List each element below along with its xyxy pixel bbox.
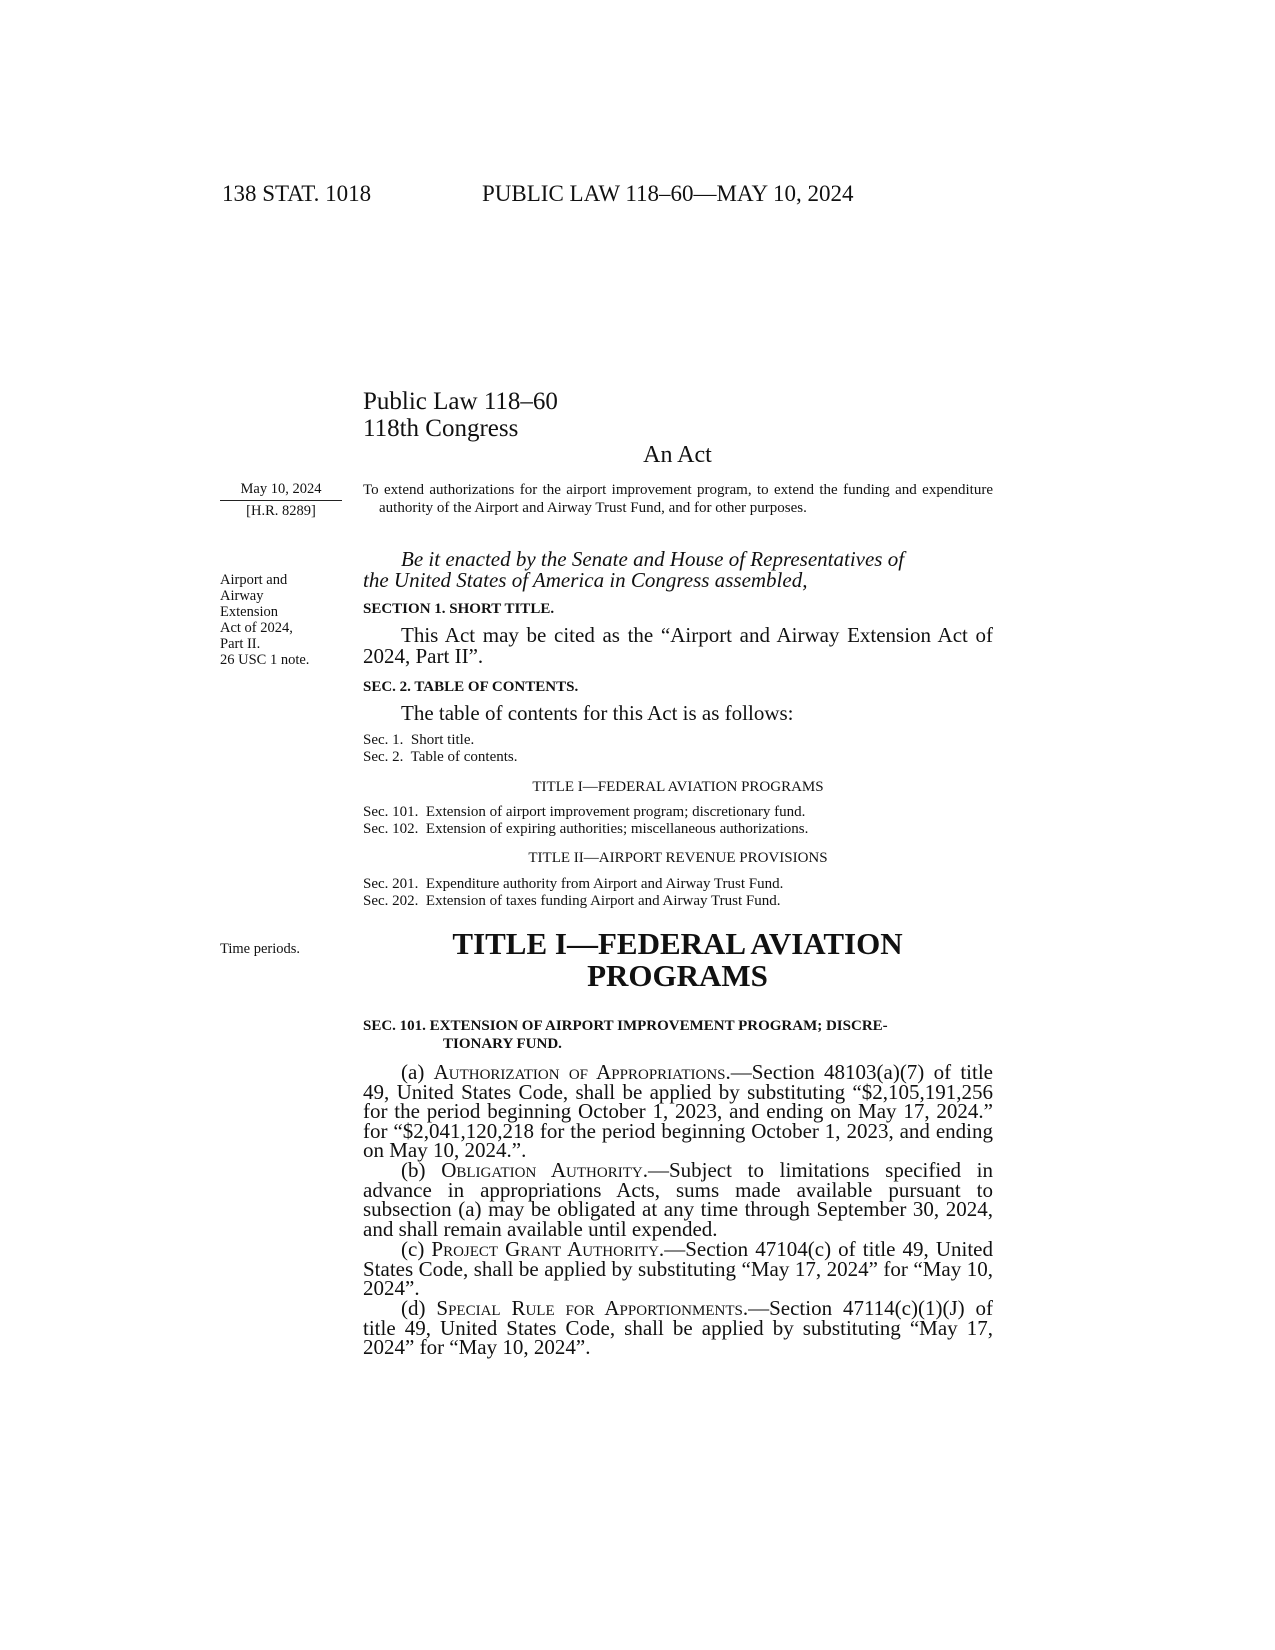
toc-entry: Sec. 201. Expenditure authority from Airport and Airway Trust Fund. (363, 876, 784, 892)
toc-entry: Sec. 202. Extension of taxes funding Airport and Airway Trust Fund. (363, 893, 781, 909)
stat-page-number: 138 STAT. 1018 (222, 181, 372, 206)
toc-general (363, 732, 993, 766)
margin-date: May 10, 2024 (240, 481, 322, 497)
margin-divider (220, 500, 342, 501)
subsection-caption: Authorization of Appropriations. (433, 1060, 731, 1084)
margin-bill-number: [H.R. 8289] (246, 503, 316, 519)
act-title: An Act (643, 442, 712, 468)
subsection-caption: Obligation Authority. (441, 1158, 648, 1182)
running-head: PUBLIC LAW 118–60—MAY 10, 2024 (482, 181, 854, 206)
subsection-d: (d) Special Rule for Apportionments.—Section 47114(c)(1)(J) of title 49, United States Code, shall be applied by substituting “May 17, 2024” for “May 10, 2024”. (363, 1296, 994, 1359)
enacting-clause: Be it enacted by the Senate and House of Representatives of the United States of America in Congress assembled, (363, 547, 905, 592)
section-2-text: The table of contents for this Act is as follows: (401, 701, 794, 725)
toc-title-1-entries (363, 804, 993, 838)
congress-number: 118th Congress (363, 415, 519, 442)
section-1-heading: SECTION 1. SHORT TITLE. (363, 601, 555, 617)
long-title: To extend authorizations for the airport improvement program, to extend the funding and expenditure authority of the Airport and Airway Trust Fund, and for other purposes. (363, 482, 993, 516)
toc-entry: Sec. 101. Extension of airport improvement program; discretionary fund. (363, 804, 806, 820)
toc-title-2-entries (363, 876, 993, 910)
title-1-heading: TITLE I—FEDERAL AVIATION PROGRAMS (452, 926, 903, 993)
toc-entry: Sec. 2. Table of contents. (363, 749, 518, 765)
subsection-caption: Project Grant Authority. (431, 1237, 665, 1261)
margin-time-periods-note: Time periods. (220, 941, 301, 957)
subsection-a: (a) Authorization of Appropriations.—Section 48103(a)(7) of title 49, United States Code, shall be applied by substituting “$2,105,191,256 for the period beginning October 1, 2023, and ending on May 17, 2024.” for “$2,041,120,218 for the period beginning October 1, 2023, and ending on May 10, 2024.”. (363, 1060, 993, 1162)
section-101-heading: SEC. 101. EXTENSION OF AIRPORT IMPROVEMENT PROGRAM; DISCRE- TIONARY FUND. (363, 1018, 888, 1052)
toc-title-2: TITLE II—AIRPORT REVENUE PROVISIONS (528, 850, 828, 866)
toc-entry: Sec. 102. Extension of expiring authorities; miscellaneous authorizations. (363, 821, 809, 837)
public-law-number: Public Law 118–60 (363, 388, 558, 415)
toc-title-1: TITLE I—FEDERAL AVIATION PROGRAMS (532, 779, 824, 795)
toc-entry: Sec. 1. Short title. (363, 732, 475, 748)
subsection-caption: Special Rule for Apportionments. (436, 1296, 749, 1320)
section-1-text: This Act may be cited as the “Airport and Airway Extension Act of 2024, Part II”. (363, 623, 993, 668)
subsection-b: (b) Obligation Authority.—Subject to limitations specified in advance in appropriations Acts, sums made available pursuant to subsection (a) may be obligated at any time through September 30, 2024, and shall remain available until expended. (363, 1158, 993, 1241)
section-2-heading: SEC. 2. TABLE OF CONTENTS. (363, 679, 579, 695)
law-identifier (363, 388, 558, 442)
subsection-c: (c) Project Grant Authority.—Section 47104(c) of title 49, United States Code, shall be applied by substituting “May 17, 2024” for “May 10, 2024”. (363, 1237, 993, 1300)
margin-short-title-note: Airport and Airway Extension Act of 2024, Part II. 26 USC 1 note. (220, 572, 310, 668)
